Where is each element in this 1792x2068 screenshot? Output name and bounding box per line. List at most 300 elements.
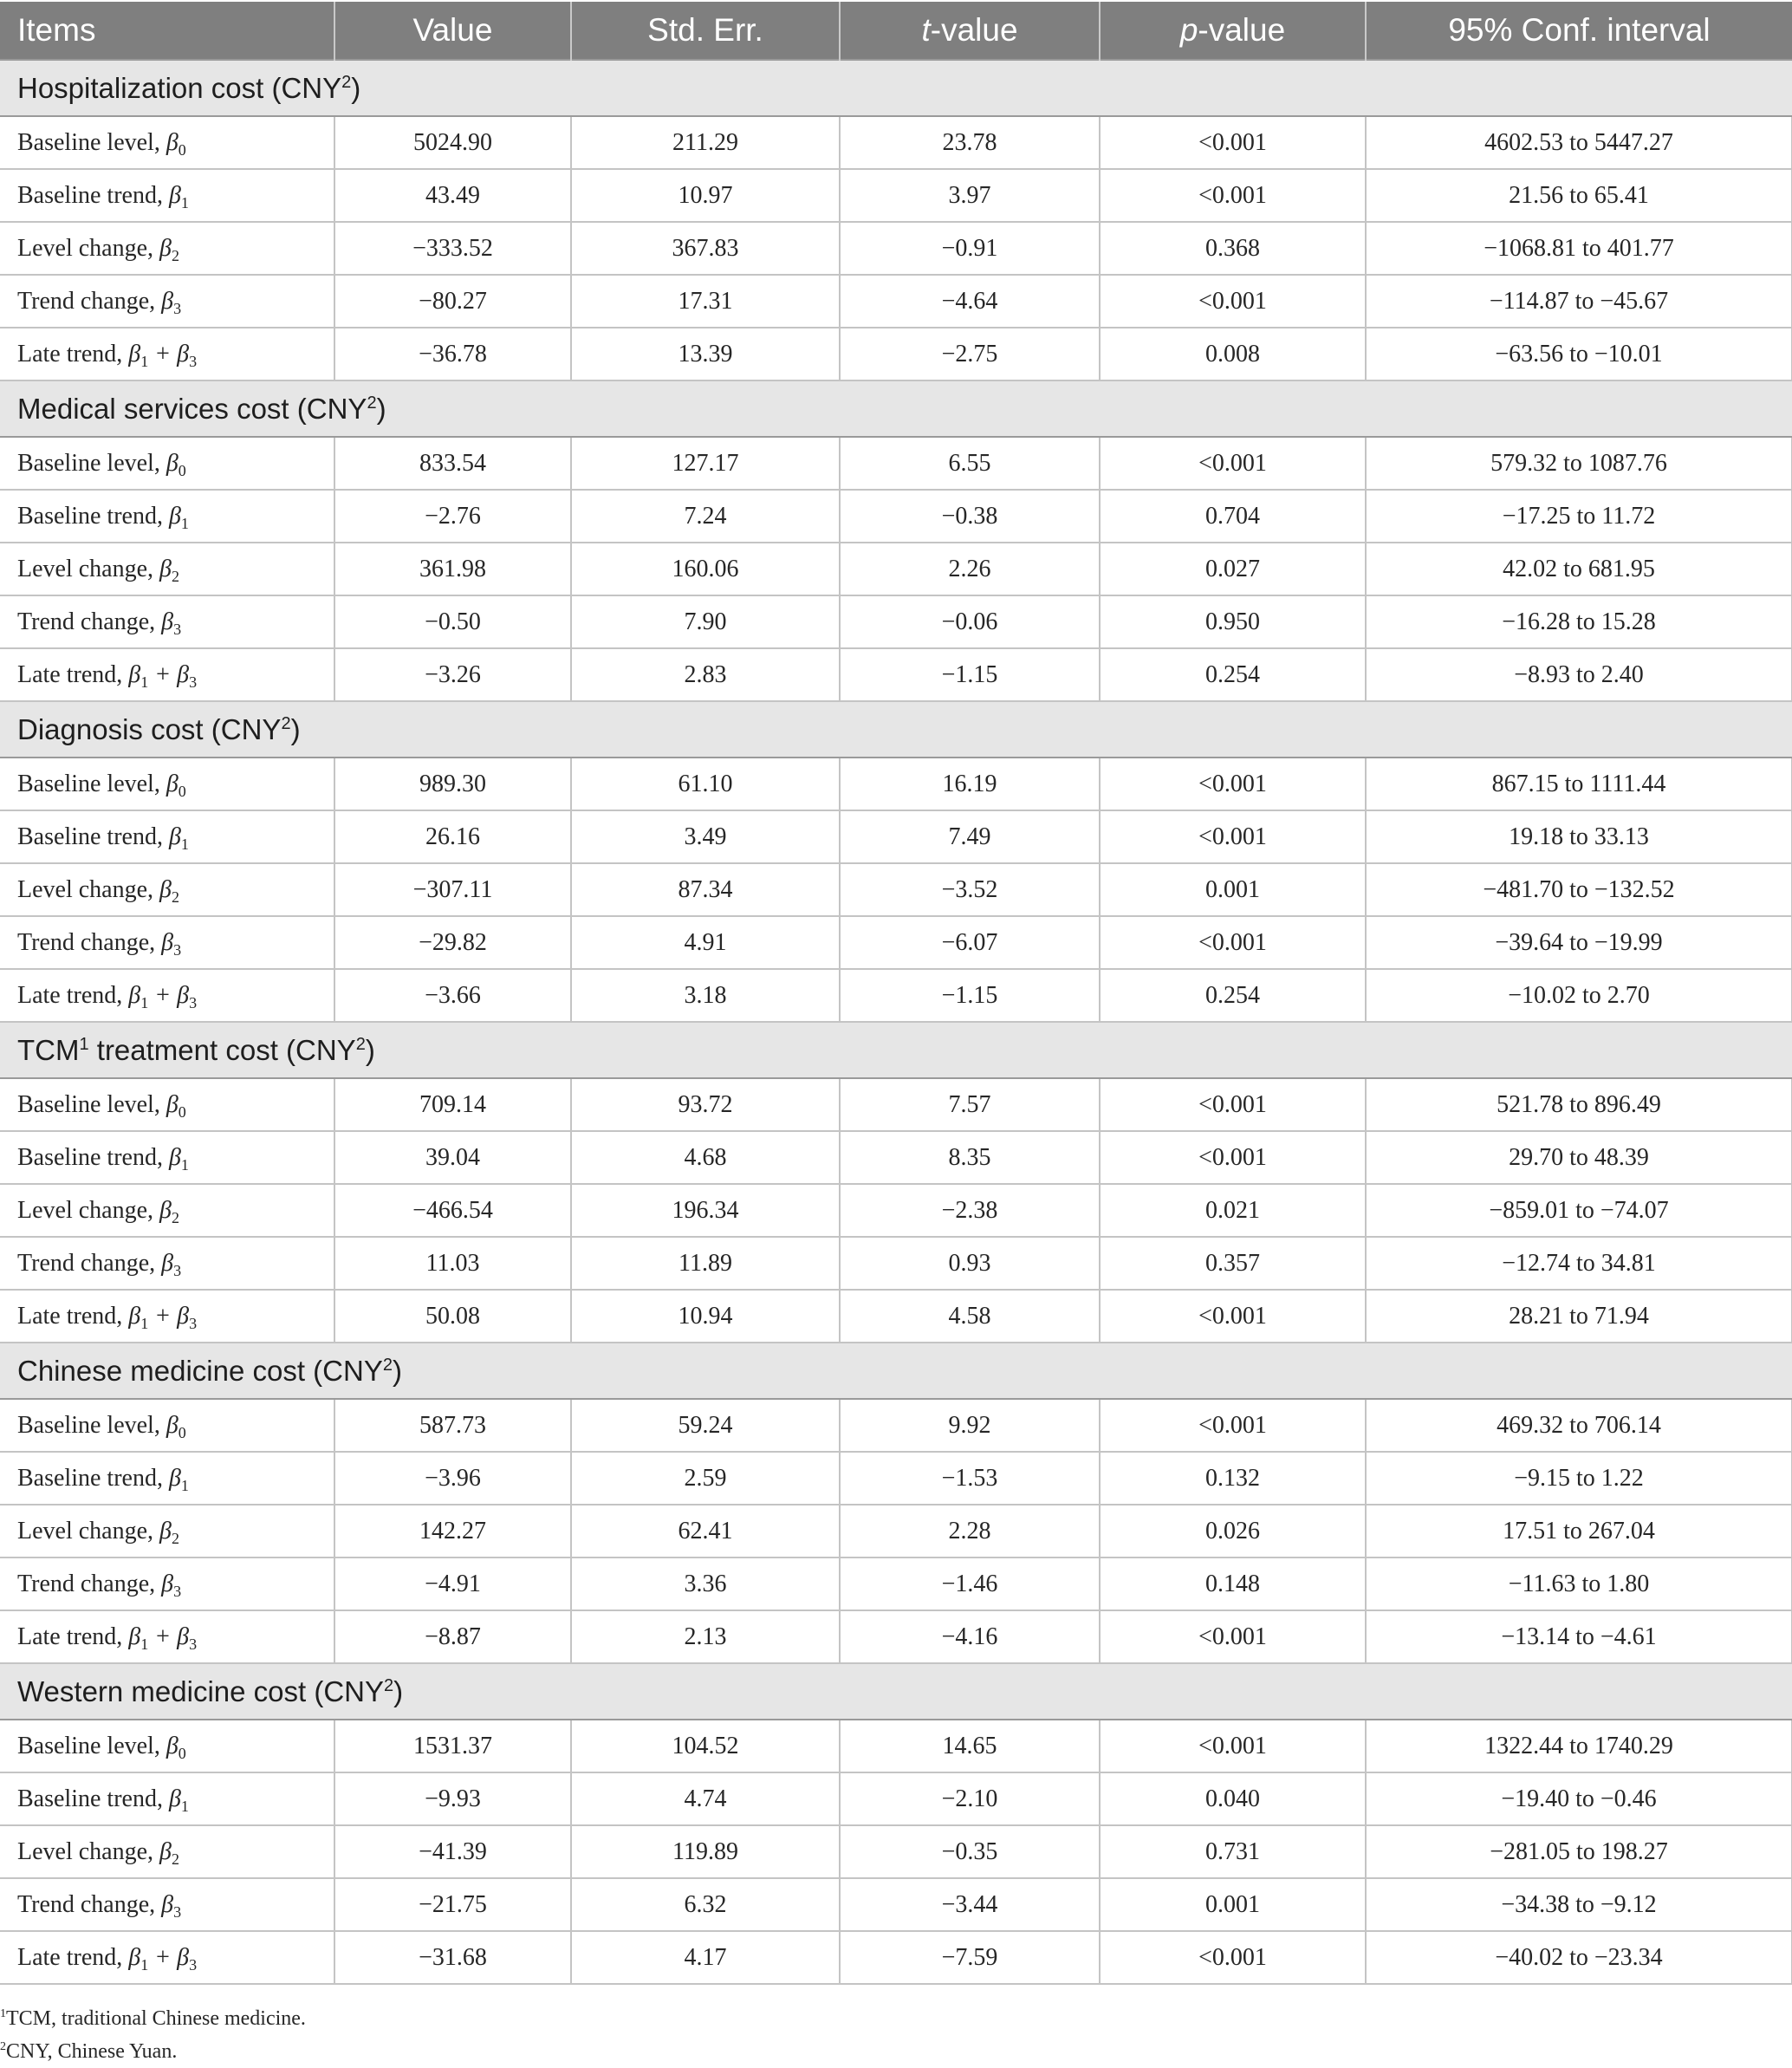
- beta-subscript: 1: [180, 835, 189, 853]
- table-row: [0, 1237, 1792, 1290]
- beta-subscript-2: 3: [189, 352, 198, 370]
- conf-interval-cell: −13.14 to −4.61: [1366, 1610, 1792, 1663]
- p-value-cell: 0.148: [1100, 1558, 1366, 1610]
- value-cell: −3.66: [334, 969, 571, 1022]
- std-err-cell: 4.17: [571, 1931, 840, 1984]
- row-label: [0, 1452, 334, 1505]
- p-value-cell: 0.731: [1100, 1825, 1366, 1878]
- header-conf-interval: 95% Conf. interval: [1366, 2, 1792, 60]
- beta-subscript: 1: [180, 1476, 189, 1494]
- table-row: [0, 1131, 1792, 1184]
- beta-subscript: 3: [173, 1902, 182, 1921]
- beta-symbol-2: + β: [148, 1302, 190, 1330]
- value-cell: −80.27: [334, 275, 571, 328]
- beta-symbol: β: [166, 449, 179, 477]
- t-value-cell: −0.38: [840, 490, 1100, 543]
- t-value-cell: 3.97: [840, 169, 1100, 222]
- conf-interval-cell: −9.15 to 1.22: [1366, 1452, 1792, 1505]
- beta-subscript: 2: [171, 1529, 179, 1547]
- value-cell: 587.73: [334, 1399, 571, 1452]
- std-err-cell: 61.10: [571, 758, 840, 810]
- row-label-text: Trend change,: [17, 1570, 162, 1597]
- row-label-text: Level change,: [17, 1196, 160, 1224]
- row-label: [0, 810, 334, 863]
- beta-symbol: β: [168, 1785, 181, 1812]
- beta-subscript-2: 3: [189, 1635, 198, 1653]
- row-label-text: Trend change,: [17, 1890, 162, 1918]
- beta-symbol: β: [161, 928, 174, 956]
- section-title-text: TCM: [17, 1033, 80, 1066]
- row-label: [0, 116, 334, 169]
- p-value-cell: 0.950: [1100, 595, 1366, 648]
- t-value-cell: 6.55: [840, 437, 1100, 490]
- beta-symbol: β: [166, 128, 179, 156]
- beta-subscript: 1: [140, 1635, 149, 1653]
- value-cell: −29.82: [334, 916, 571, 969]
- p-value-cell: <0.001: [1100, 916, 1366, 969]
- table-row: [0, 863, 1792, 916]
- t-value-cell: 4.58: [840, 1290, 1100, 1343]
- table-row: [0, 648, 1792, 701]
- conf-interval-cell: 867.15 to 1111.44: [1366, 758, 1792, 810]
- conf-interval-cell: −40.02 to −23.34: [1366, 1931, 1792, 1984]
- header-std-err: Std. Err.: [571, 2, 840, 60]
- p-value-cell: 0.021: [1100, 1184, 1366, 1237]
- p-value-cell: <0.001: [1100, 1290, 1366, 1343]
- p-value-cell: 0.001: [1100, 1878, 1366, 1931]
- conf-interval-cell: 579.32 to 1087.76: [1366, 437, 1792, 490]
- std-err-cell: 160.06: [571, 543, 840, 595]
- section-title-text-cont: treatment cost (CNY: [88, 1033, 356, 1066]
- section-title: [0, 701, 1792, 758]
- row-label: [0, 1878, 334, 1931]
- table-row: [0, 169, 1792, 222]
- t-value-cell: 9.92: [840, 1399, 1100, 1452]
- beta-symbol: β: [161, 287, 174, 315]
- beta-symbol: β: [159, 1837, 172, 1865]
- value-cell: −21.75: [334, 1878, 571, 1931]
- row-label-text: Trend change,: [17, 928, 162, 956]
- header-t-suffix: -value: [930, 12, 1018, 48]
- row-label-text: Level change,: [17, 1517, 160, 1544]
- p-value-cell: 0.132: [1100, 1452, 1366, 1505]
- std-err-cell: 4.68: [571, 1131, 840, 1184]
- std-err-cell: 93.72: [571, 1078, 840, 1131]
- row-label: [0, 543, 334, 595]
- conf-interval-cell: 21.56 to 65.41: [1366, 169, 1792, 222]
- beta-symbol: β: [166, 1411, 179, 1439]
- table-row: [0, 1505, 1792, 1558]
- row-label: [0, 1720, 334, 1772]
- table-row: [0, 222, 1792, 275]
- header-p-symbol: p: [1179, 12, 1198, 48]
- results-table-container: [0, 2, 1792, 1985]
- conf-interval-cell: −39.64 to −19.99: [1366, 916, 1792, 969]
- section-row: [0, 701, 1792, 758]
- section-unit-footnote-mark: 2: [355, 1034, 366, 1054]
- beta-symbol: β: [168, 502, 181, 530]
- conf-interval-cell: −17.25 to 11.72: [1366, 490, 1792, 543]
- section-unit-footnote-mark: 2: [367, 393, 377, 413]
- conf-interval-cell: −10.02 to 2.70: [1366, 969, 1792, 1022]
- conf-interval-cell: 19.18 to 33.13: [1366, 810, 1792, 863]
- row-label-text: Baseline level,: [17, 1411, 166, 1439]
- beta-symbol: β: [168, 823, 181, 850]
- t-value-cell: −1.46: [840, 1558, 1100, 1610]
- p-value-cell: <0.001: [1100, 1399, 1366, 1452]
- beta-subscript: 1: [180, 514, 189, 532]
- beta-symbol: β: [161, 1570, 174, 1597]
- row-label-text: Late trend,: [17, 1943, 129, 1971]
- section-unit-footnote-mark: 2: [382, 1355, 393, 1375]
- std-err-cell: 13.39: [571, 328, 840, 380]
- conf-interval-cell: 29.70 to 48.39: [1366, 1131, 1792, 1184]
- value-cell: 26.16: [334, 810, 571, 863]
- table-row: [0, 328, 1792, 380]
- value-cell: −4.91: [334, 1558, 571, 1610]
- t-value-cell: −6.07: [840, 916, 1100, 969]
- beta-subscript: 1: [140, 993, 149, 1011]
- row-label: [0, 863, 334, 916]
- row-label: [0, 1825, 334, 1878]
- conf-interval-cell: 469.32 to 706.14: [1366, 1399, 1792, 1452]
- value-cell: 39.04: [334, 1131, 571, 1184]
- t-value-cell: −1.15: [840, 969, 1100, 1022]
- beta-subscript: 2: [171, 1208, 179, 1226]
- p-value-cell: 0.704: [1100, 490, 1366, 543]
- p-value-cell: 0.357: [1100, 1237, 1366, 1290]
- row-label-text: Late trend,: [17, 660, 129, 688]
- value-cell: −466.54: [334, 1184, 571, 1237]
- value-cell: 50.08: [334, 1290, 571, 1343]
- value-cell: 709.14: [334, 1078, 571, 1131]
- std-err-cell: 17.31: [571, 275, 840, 328]
- conf-interval-cell: −481.70 to −132.52: [1366, 863, 1792, 916]
- row-label: [0, 222, 334, 275]
- beta-symbol-2: + β: [148, 1943, 190, 1971]
- row-label-text: Late trend,: [17, 340, 129, 367]
- section-title-close: ): [392, 1354, 402, 1387]
- conf-interval-cell: −1068.81 to 401.77: [1366, 222, 1792, 275]
- value-cell: 142.27: [334, 1505, 571, 1558]
- beta-symbol: β: [128, 660, 141, 688]
- beta-symbol: β: [161, 608, 174, 635]
- std-err-cell: 4.91: [571, 916, 840, 969]
- row-label-text: Baseline trend,: [17, 1464, 169, 1492]
- table-row: [0, 1610, 1792, 1663]
- table-row: [0, 969, 1792, 1022]
- p-value-cell: 0.040: [1100, 1772, 1366, 1825]
- footnote: [0, 2035, 306, 2068]
- std-err-cell: 367.83: [571, 222, 840, 275]
- std-err-cell: 196.34: [571, 1184, 840, 1237]
- t-value-cell: −0.91: [840, 222, 1100, 275]
- p-value-cell: <0.001: [1100, 116, 1366, 169]
- section-title-close: ): [376, 392, 386, 425]
- std-err-cell: 2.83: [571, 648, 840, 701]
- header-p-value: [1100, 2, 1366, 60]
- beta-subscript: 0: [178, 461, 186, 479]
- section-title: [0, 1343, 1792, 1399]
- beta-subscript: 2: [171, 567, 179, 585]
- conf-interval-cell: −11.63 to 1.80: [1366, 1558, 1792, 1610]
- t-value-cell: −4.16: [840, 1610, 1100, 1663]
- table-row: [0, 916, 1792, 969]
- std-err-cell: 3.36: [571, 1558, 840, 1610]
- row-label: [0, 916, 334, 969]
- section-title-text: Chinese medicine cost (CNY: [17, 1354, 383, 1387]
- table-row: [0, 1290, 1792, 1343]
- value-cell: 43.49: [334, 169, 571, 222]
- t-value-cell: −7.59: [840, 1931, 1100, 1984]
- beta-subscript-2: 3: [189, 1955, 198, 1974]
- std-err-cell: 119.89: [571, 1825, 840, 1878]
- section-title-close: ): [351, 71, 361, 104]
- value-cell: −31.68: [334, 1931, 571, 1984]
- beta-subscript: 1: [140, 1314, 149, 1332]
- p-value-cell: <0.001: [1100, 810, 1366, 863]
- table-row: [0, 490, 1792, 543]
- beta-subscript-2: 3: [189, 993, 198, 1011]
- section-title-footnote-mark: 1: [79, 1034, 89, 1054]
- p-value-cell: <0.001: [1100, 1610, 1366, 1663]
- row-label: [0, 1505, 334, 1558]
- value-cell: 5024.90: [334, 116, 571, 169]
- t-value-cell: 16.19: [840, 758, 1100, 810]
- beta-subscript: 0: [178, 782, 186, 800]
- beta-subscript: 1: [180, 193, 189, 211]
- value-cell: −3.96: [334, 1452, 571, 1505]
- table-row: [0, 810, 1792, 863]
- beta-subscript: 3: [173, 1582, 182, 1600]
- std-err-cell: 211.29: [571, 116, 840, 169]
- beta-symbol-2: + β: [148, 981, 190, 1009]
- p-value-cell: 0.001: [1100, 863, 1366, 916]
- table-row: [0, 1399, 1792, 1452]
- row-label-text: Late trend,: [17, 1623, 129, 1650]
- table-header: [0, 2, 1792, 60]
- row-label: [0, 1399, 334, 1452]
- std-err-cell: 2.59: [571, 1452, 840, 1505]
- p-value-cell: <0.001: [1100, 1720, 1366, 1772]
- t-value-cell: −4.64: [840, 275, 1100, 328]
- table-body: [0, 60, 1792, 1984]
- t-value-cell: 23.78: [840, 116, 1100, 169]
- t-value-cell: −2.38: [840, 1184, 1100, 1237]
- table-row: [0, 1931, 1792, 1984]
- beta-subscript: 1: [180, 1155, 189, 1174]
- table-row: [0, 437, 1792, 490]
- row-label-text: Trend change,: [17, 287, 162, 315]
- row-label: [0, 1772, 334, 1825]
- beta-symbol: β: [159, 1196, 172, 1224]
- beta-symbol: β: [166, 1090, 179, 1118]
- header-items: Items: [0, 2, 334, 60]
- std-err-cell: 11.89: [571, 1237, 840, 1290]
- std-err-cell: 6.32: [571, 1878, 840, 1931]
- beta-subscript: 3: [173, 620, 182, 638]
- conf-interval-cell: −8.93 to 2.40: [1366, 648, 1792, 701]
- p-value-cell: 0.027: [1100, 543, 1366, 595]
- section-title-close: ): [393, 1675, 404, 1707]
- section-title-text: Diagnosis cost (CNY: [17, 712, 282, 745]
- conf-interval-cell: −12.74 to 34.81: [1366, 1237, 1792, 1290]
- std-err-cell: 62.41: [571, 1505, 840, 1558]
- p-value-cell: 0.254: [1100, 969, 1366, 1022]
- beta-symbol: β: [168, 1143, 181, 1171]
- footnotes: [0, 2002, 306, 2068]
- t-value-cell: −0.35: [840, 1825, 1100, 1878]
- row-label: [0, 758, 334, 810]
- value-cell: 11.03: [334, 1237, 571, 1290]
- conf-interval-cell: 42.02 to 681.95: [1366, 543, 1792, 595]
- beta-subscript: 3: [173, 1261, 182, 1279]
- std-err-cell: 127.17: [571, 437, 840, 490]
- section-title: [0, 1663, 1792, 1720]
- t-value-cell: −2.10: [840, 1772, 1100, 1825]
- section-row: [0, 1343, 1792, 1399]
- std-err-cell: 3.18: [571, 969, 840, 1022]
- t-value-cell: −3.44: [840, 1878, 1100, 1931]
- row-label-text: Baseline level,: [17, 449, 166, 477]
- header-t-symbol: t: [921, 12, 931, 48]
- beta-symbol: β: [159, 555, 172, 582]
- value-cell: −36.78: [334, 328, 571, 380]
- p-value-cell: <0.001: [1100, 275, 1366, 328]
- footnote: [0, 2002, 306, 2035]
- header-p-suffix: -value: [1198, 12, 1286, 48]
- beta-subscript: 0: [178, 1423, 186, 1441]
- value-cell: −9.93: [334, 1772, 571, 1825]
- p-value-cell: 0.008: [1100, 328, 1366, 380]
- beta-symbol: β: [166, 770, 179, 797]
- row-label: [0, 437, 334, 490]
- conf-interval-cell: 521.78 to 896.49: [1366, 1078, 1792, 1131]
- beta-subscript-2: 3: [189, 1314, 198, 1332]
- t-value-cell: 0.93: [840, 1237, 1100, 1290]
- header-row: [0, 2, 1792, 60]
- beta-symbol: β: [161, 1890, 174, 1918]
- std-err-cell: 7.90: [571, 595, 840, 648]
- section-row: [0, 1022, 1792, 1078]
- beta-symbol: β: [128, 1623, 141, 1650]
- beta-symbol: β: [168, 181, 181, 209]
- beta-subscript: 1: [180, 1797, 189, 1815]
- p-value-cell: <0.001: [1100, 758, 1366, 810]
- value-cell: −307.11: [334, 863, 571, 916]
- beta-symbol-2: + β: [148, 340, 190, 367]
- row-label: [0, 1558, 334, 1610]
- value-cell: −41.39: [334, 1825, 571, 1878]
- value-cell: −3.26: [334, 648, 571, 701]
- p-value-cell: 0.026: [1100, 1505, 1366, 1558]
- row-label-text: Level change,: [17, 234, 160, 262]
- conf-interval-cell: −281.05 to 198.27: [1366, 1825, 1792, 1878]
- row-label-text: Baseline level,: [17, 1090, 166, 1118]
- row-label: [0, 169, 334, 222]
- row-label: [0, 648, 334, 701]
- header-value: Value: [334, 2, 571, 60]
- conf-interval-cell: 4602.53 to 5447.27: [1366, 116, 1792, 169]
- row-label-text: Trend change,: [17, 608, 162, 635]
- table-row: [0, 1184, 1792, 1237]
- beta-subscript: 3: [173, 299, 182, 317]
- t-value-cell: −2.75: [840, 328, 1100, 380]
- p-value-cell: 0.254: [1100, 648, 1366, 701]
- beta-symbol: β: [128, 340, 141, 367]
- beta-subscript: 0: [178, 1102, 186, 1121]
- beta-subscript-2: 3: [189, 673, 198, 691]
- t-value-cell: 2.26: [840, 543, 1100, 595]
- beta-symbol: β: [159, 1517, 172, 1544]
- row-label-text: Baseline trend,: [17, 181, 169, 209]
- table-row: [0, 1452, 1792, 1505]
- row-label: [0, 1237, 334, 1290]
- section-row: [0, 60, 1792, 116]
- table-row: [0, 116, 1792, 169]
- std-err-cell: 10.97: [571, 169, 840, 222]
- conf-interval-cell: 28.21 to 71.94: [1366, 1290, 1792, 1343]
- row-label: [0, 1131, 334, 1184]
- row-label: [0, 1610, 334, 1663]
- table-row: [0, 1825, 1792, 1878]
- p-value-cell: <0.001: [1100, 1931, 1366, 1984]
- header-t-value: [840, 2, 1100, 60]
- std-err-cell: 3.49: [571, 810, 840, 863]
- std-err-cell: 10.94: [571, 1290, 840, 1343]
- section-title-text: Hospitalization cost (CNY: [17, 71, 342, 104]
- row-label: [0, 1931, 334, 1984]
- value-cell: −0.50: [334, 595, 571, 648]
- conf-interval-cell: −859.01 to −74.07: [1366, 1184, 1792, 1237]
- row-label-text: Baseline level,: [17, 128, 166, 156]
- beta-symbol: β: [159, 875, 172, 903]
- value-cell: 361.98: [334, 543, 571, 595]
- row-label-text: Trend change,: [17, 1249, 162, 1277]
- footnote-mark: 2: [0, 2040, 6, 2053]
- row-label-text: Late trend,: [17, 981, 129, 1009]
- std-err-cell: 2.13: [571, 1610, 840, 1663]
- table-row: [0, 595, 1792, 648]
- t-value-cell: −1.53: [840, 1452, 1100, 1505]
- std-err-cell: 104.52: [571, 1720, 840, 1772]
- row-label-text: Baseline trend,: [17, 502, 169, 530]
- t-value-cell: −3.52: [840, 863, 1100, 916]
- section-title: [0, 60, 1792, 116]
- beta-subscript: 2: [171, 888, 179, 906]
- beta-symbol: β: [128, 981, 141, 1009]
- table-row: [0, 543, 1792, 595]
- beta-symbol: β: [128, 1943, 141, 1971]
- row-label-text: Baseline level,: [17, 770, 166, 797]
- conf-interval-cell: −19.40 to −0.46: [1366, 1772, 1792, 1825]
- section-row: [0, 1663, 1792, 1720]
- conf-interval-cell: −34.38 to −9.12: [1366, 1878, 1792, 1931]
- value-cell: −2.76: [334, 490, 571, 543]
- beta-subscript: 2: [171, 1850, 179, 1868]
- p-value-cell: <0.001: [1100, 1131, 1366, 1184]
- beta-symbol: β: [159, 234, 172, 262]
- footnote-mark: 1: [0, 2007, 6, 2020]
- beta-symbol: β: [128, 1302, 141, 1330]
- t-value-cell: −0.06: [840, 595, 1100, 648]
- p-value-cell: <0.001: [1100, 169, 1366, 222]
- row-label-text: Late trend,: [17, 1302, 129, 1330]
- row-label-text: Baseline trend,: [17, 1785, 169, 1812]
- beta-symbol-2: + β: [148, 1623, 190, 1650]
- footnote-text: CNY, Chinese Yuan.: [6, 2040, 178, 2063]
- beta-symbol: β: [166, 1732, 179, 1759]
